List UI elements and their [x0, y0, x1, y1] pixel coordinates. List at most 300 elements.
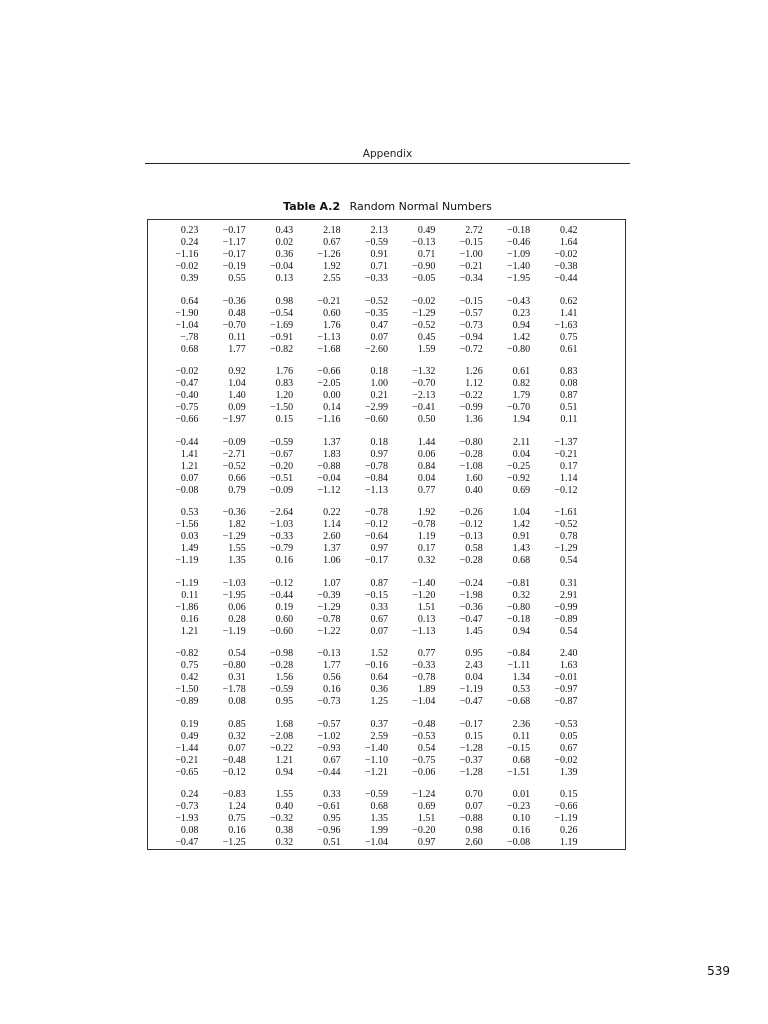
spacer-cell	[483, 708, 530, 719]
spacer-cell	[293, 497, 340, 508]
table-row	[151, 543, 578, 555]
table-cell: −1.13	[364, 484, 388, 496]
table-cell: 0.55	[228, 273, 246, 284]
table-cell: −0.87	[554, 696, 578, 707]
table-cell: −0.17	[364, 555, 388, 566]
table-cell: 2.55	[323, 273, 341, 284]
table-cell: −0.18	[506, 613, 531, 625]
table-cell: −0.12	[364, 519, 388, 530]
table-cell: 0.07	[228, 742, 246, 754]
table-cell: −0.99	[554, 601, 578, 613]
table-cell: −0.80	[506, 343, 531, 355]
table-cell: −0.67	[270, 448, 294, 460]
table-cell: 0.33	[370, 601, 388, 613]
table-cell: 1.76	[323, 319, 341, 331]
table-row	[151, 402, 578, 414]
table-cell: 0.17	[560, 460, 578, 472]
table-cell: −0.51	[270, 472, 294, 484]
table-cell: −0.36	[459, 601, 483, 613]
table-cell: −1.19	[459, 684, 483, 695]
table-cell: 1.49	[180, 543, 199, 554]
spacer-cell	[435, 426, 482, 437]
table-cell: −0.44	[554, 273, 578, 284]
table-cell: −1.28	[459, 742, 483, 754]
table-cell: −0.43	[506, 295, 531, 307]
table-cell: −0.21	[459, 261, 483, 272]
table-cell: −0.18	[506, 225, 531, 236]
table-cell: 0.54	[417, 742, 436, 754]
spacer-cell	[246, 779, 293, 790]
table-row	[151, 755, 578, 767]
table-cell: −1.61	[554, 507, 578, 518]
spacer-cell	[483, 426, 530, 437]
spacer-cell	[293, 356, 340, 367]
table-cell: −0.12	[270, 577, 294, 589]
table-cell: −0.53	[554, 718, 578, 730]
table-cell: −1.17	[222, 237, 246, 248]
table-cell: −0.01	[554, 672, 578, 683]
table-cell: 0.48	[228, 307, 246, 319]
table-cell: 0.49	[417, 225, 436, 236]
table-cell: 1.99	[370, 825, 388, 836]
table-cell: −1.20	[412, 589, 436, 601]
table-row	[151, 344, 578, 356]
table-cell: −0.75	[175, 402, 199, 413]
table-cell: 1.21	[180, 625, 199, 637]
table-row	[151, 332, 578, 344]
table-cell: 1.83	[323, 448, 341, 460]
table-cell: 0.11	[560, 414, 578, 425]
table-cell: 0.61	[512, 366, 531, 377]
table-cell: −0.39	[317, 589, 341, 601]
table-cell: −0.13	[412, 237, 436, 248]
table-cell: −0.12	[459, 519, 483, 530]
table-cell: −0.70	[222, 319, 246, 331]
table-cell: −0.66	[317, 366, 341, 377]
block-spacer	[151, 638, 578, 649]
table-cell: −0.64	[364, 531, 388, 542]
table-cell: 1.63	[560, 660, 578, 671]
table-cell: 1.79	[512, 390, 531, 401]
table-row	[151, 378, 578, 390]
table-cell: 0.53	[180, 507, 199, 518]
table-cell: −0.40	[175, 390, 199, 401]
table-cell: −0.52	[412, 319, 436, 331]
table-cell: 1.25	[370, 696, 388, 707]
table-row	[151, 801, 578, 813]
table-cell: −1.40	[506, 261, 531, 272]
spacer-cell	[388, 497, 435, 508]
spacer-cell	[151, 356, 198, 367]
table-row	[151, 813, 578, 825]
table-cell: −1.24	[412, 789, 436, 800]
table-cell: −0.13	[317, 648, 341, 659]
table-cell: 0.15	[465, 730, 483, 742]
table-cell: −0.78	[412, 519, 436, 530]
table-cell: −0.33	[412, 660, 436, 671]
table-cell: −0.60	[364, 414, 388, 425]
table-cell: 1.59	[417, 343, 436, 355]
spacer-cell	[341, 356, 388, 367]
table-cell: 1.37	[323, 543, 341, 554]
spacer-cell	[435, 285, 482, 296]
table-cell: −1.28	[459, 766, 483, 778]
table-cell: 1.35	[228, 555, 246, 566]
table-cell: 1.39	[560, 766, 578, 778]
table-row	[151, 743, 578, 755]
table-row	[151, 626, 578, 638]
table-cell: −0.81	[506, 577, 531, 589]
table-cell: −0.47	[175, 837, 199, 848]
table-cell: 0.23	[512, 307, 531, 319]
block-spacer	[151, 708, 578, 719]
table-cell: 1.60	[465, 472, 483, 484]
table-cell: 1.41	[180, 448, 199, 460]
table-row	[151, 308, 578, 320]
table-cell: 0.22	[323, 507, 341, 518]
table-cell: 0.19	[180, 718, 199, 730]
table-cell: 0.51	[323, 837, 341, 848]
table-cell: −1.50	[175, 684, 199, 695]
spacer-cell	[435, 779, 482, 790]
table-cell: −0.59	[270, 436, 294, 448]
table-cell: −1.51	[506, 766, 531, 778]
table-cell: 0.70	[465, 789, 483, 800]
table-cell: −1.97	[222, 414, 246, 425]
spacer-cell	[341, 638, 388, 649]
table-cell: 0.98	[465, 825, 483, 836]
table-row	[151, 789, 578, 801]
spacer-cell	[246, 708, 293, 719]
table-cell: −1.29	[554, 543, 578, 554]
table-cell: −1.19	[554, 813, 578, 824]
table-cell: 0.75	[180, 660, 199, 671]
table-cell: 0.07	[465, 801, 483, 812]
table-cell: 1.04	[512, 507, 531, 518]
table-cell: 0.50	[417, 414, 436, 425]
spacer-cell	[530, 497, 577, 508]
table-cell: 1.42	[512, 519, 531, 530]
table-cell: −0.37	[459, 754, 483, 766]
table-cell: 0.64	[370, 672, 388, 683]
spacer-cell	[388, 356, 435, 367]
spacer-cell	[198, 426, 245, 437]
table-cell: −0.89	[175, 696, 199, 707]
table-cell: −0.13	[459, 531, 483, 542]
table-cell: −0.09	[270, 484, 294, 496]
table-cell: 0.18	[370, 436, 388, 448]
table-cell: −2.60	[364, 343, 388, 355]
spacer-cell	[483, 497, 530, 508]
table-cell: −0.99	[459, 402, 483, 413]
header-rule	[145, 163, 630, 164]
table-cell: 0.00	[323, 390, 341, 401]
table-cell: 1.51	[417, 601, 436, 613]
table-cell: 1.14	[560, 472, 578, 484]
table-cell: 0.94	[512, 319, 531, 331]
table-cell: −0.38	[554, 261, 578, 272]
table-cell: 1.21	[180, 460, 199, 472]
table-cell: −1.63	[554, 319, 578, 331]
table-row	[151, 485, 578, 497]
table-cell: 0.54	[228, 648, 246, 659]
table-cell: 1.43	[512, 543, 531, 554]
table-cell: 2.13	[370, 225, 388, 236]
table-cell: 0.11	[181, 589, 199, 601]
table-cell: 0.13	[275, 273, 294, 284]
table-cell: 0.17	[417, 543, 436, 554]
table-cell: −0.35	[364, 307, 388, 319]
table-cell: 0.67	[323, 237, 341, 248]
table-row	[151, 731, 578, 743]
table-cell: 0.40	[275, 801, 294, 812]
table-cell: 0.51	[560, 402, 578, 413]
table-cell: −0.82	[175, 648, 199, 659]
table-cell: −.78	[180, 331, 199, 343]
table-cell: 0.60	[275, 613, 294, 625]
running-head: Appendix	[362, 148, 413, 160]
table-cell: 2.59	[370, 730, 388, 742]
table-cell: 0.69	[417, 801, 436, 812]
table-cell: 0.98	[275, 295, 294, 307]
table-cell: −0.89	[554, 613, 578, 625]
table-cell: 0.91	[512, 531, 531, 542]
table-cell: 0.67	[560, 742, 578, 754]
table-cell: −0.33	[270, 531, 294, 542]
table-cell: −1.19	[175, 577, 199, 589]
table-row	[151, 767, 578, 779]
table-caption	[145, 200, 630, 213]
block-spacer	[151, 426, 578, 437]
table-cell: 2.11	[512, 436, 531, 448]
table-cell: 2.60	[465, 837, 483, 848]
table-cell: −0.12	[554, 484, 578, 496]
spacer-cell	[293, 567, 340, 578]
spacer-cell	[388, 779, 435, 790]
spacer-cell	[530, 708, 577, 719]
table-row	[151, 719, 578, 731]
spacer-cell	[151, 285, 198, 296]
table-cell: −2.13	[412, 390, 436, 401]
table-cell: −1.86	[175, 601, 199, 613]
table-cell: 0.15	[560, 789, 578, 800]
table-row	[151, 531, 578, 543]
table-cell: −1.13	[412, 625, 436, 637]
table-cell: 1.52	[370, 648, 388, 659]
table-cell: −0.83	[222, 789, 246, 800]
table-cell: 1.20	[275, 390, 294, 401]
table-cell: −0.78	[412, 672, 436, 683]
table-cell: −1.90	[175, 307, 199, 319]
table-cell: 1.44	[417, 436, 436, 448]
table-cell: −1.03	[270, 519, 294, 530]
table-cell: −0.53	[412, 730, 436, 742]
table-cell: 0.97	[417, 837, 436, 848]
spacer-cell	[341, 497, 388, 508]
table-row	[151, 507, 578, 519]
table-cell: 0.62	[560, 295, 578, 307]
spacer-cell	[341, 708, 388, 719]
table-cell: −0.34	[459, 273, 483, 284]
table-cell: −0.88	[459, 813, 483, 824]
table-cell: −0.02	[412, 295, 436, 307]
table-cell: −1.19	[175, 555, 199, 566]
table-cell: 0.49	[180, 730, 199, 742]
table-cell: 0.87	[560, 390, 578, 401]
block-spacer	[151, 779, 578, 790]
table-cell: −1.26	[317, 249, 341, 260]
table-cell: −0.09	[222, 436, 246, 448]
table-cell: 2.72	[465, 225, 483, 236]
table-cell: −2.05	[317, 378, 341, 389]
table-cell: −0.80	[459, 436, 483, 448]
table-cell: 0.75	[560, 331, 578, 343]
table-cell: −0.57	[317, 718, 341, 730]
table-cell: 0.05	[560, 730, 578, 742]
table-cell: 0.18	[370, 366, 388, 377]
table-cell: 0.78	[560, 531, 578, 542]
table-cell: −1.21	[364, 766, 388, 778]
table-cell: 1.14	[323, 519, 341, 530]
table-cell: 1.00	[370, 378, 388, 389]
spacer-cell	[151, 497, 198, 508]
table-cell: 0.42	[180, 672, 199, 683]
table-cell: −0.26	[459, 507, 483, 518]
spacer-cell	[388, 708, 435, 719]
table-cell: −0.97	[554, 684, 578, 695]
table-cell: −0.61	[317, 801, 341, 812]
table-row	[151, 390, 578, 402]
spacer-cell	[341, 567, 388, 578]
table-cell: −0.57	[459, 307, 483, 319]
table-cell: −1.16	[317, 414, 341, 425]
table-cell: −0.60	[270, 625, 294, 637]
table-cell: 0.36	[275, 249, 294, 260]
block-spacer	[151, 356, 578, 367]
spacer-cell	[246, 567, 293, 578]
table-cell: −0.41	[412, 402, 436, 413]
spacer-cell	[293, 779, 340, 790]
table-cell: 1.82	[228, 519, 246, 530]
spacer-cell	[246, 426, 293, 437]
table-cell: 0.07	[370, 331, 388, 343]
table-cell: −1.95	[506, 273, 531, 284]
table-cell: 1.12	[465, 378, 483, 389]
table-cell: 1.21	[275, 754, 294, 766]
table-cell: −0.93	[317, 742, 341, 754]
table-row	[151, 555, 578, 567]
table-row	[151, 225, 578, 237]
spacer-cell	[341, 779, 388, 790]
table-row	[151, 837, 578, 849]
spacer-cell	[530, 638, 577, 649]
table-cell: −1.40	[364, 742, 388, 754]
table-cell: 0.61	[560, 343, 578, 355]
table-cell: 0.75	[228, 813, 246, 824]
table-cell: −1.44	[175, 742, 199, 754]
table-row	[151, 449, 578, 461]
table-cell: −1.10	[364, 754, 388, 766]
spacer-cell	[530, 426, 577, 437]
table-cell: 1.55	[228, 543, 246, 554]
table-cell: 0.40	[465, 484, 483, 496]
table-cell: −0.36	[222, 295, 246, 307]
table-cell: −2.99	[364, 402, 388, 413]
table-cell: 1.45	[465, 625, 483, 637]
table-cell: −0.73	[317, 696, 341, 707]
table-cell: 0.11	[512, 730, 531, 742]
table-cell: 2.36	[512, 718, 531, 730]
spacer-cell	[198, 285, 245, 296]
table-cell: −1.04	[175, 319, 199, 331]
spacer-cell	[293, 426, 340, 437]
table-cell: −0.47	[459, 696, 483, 707]
table-cell: −0.15	[506, 742, 531, 754]
table-cell: 0.16	[323, 684, 341, 695]
table-cell: 0.71	[370, 261, 388, 272]
table-cell: 0.94	[512, 625, 531, 637]
table-cell: −0.44	[175, 436, 199, 448]
table-cell: −0.17	[222, 225, 246, 236]
table-cell: 0.53	[512, 684, 531, 695]
spacer-cell	[246, 285, 293, 296]
table-cell: −0.80	[506, 601, 531, 613]
table-cell: 0.68	[180, 343, 199, 355]
table-cell: 0.32	[275, 837, 294, 848]
table-cell: 0.32	[512, 589, 531, 601]
table-cell: −0.08	[506, 837, 531, 848]
spacer-cell	[483, 567, 530, 578]
spacer-cell	[435, 356, 482, 367]
table-cell: 0.24	[180, 237, 199, 248]
table-cell: −0.22	[270, 742, 294, 754]
table-cell: −1.50	[270, 402, 294, 413]
table-cell: 2.91	[560, 589, 578, 601]
table-cell: −0.48	[222, 754, 246, 766]
table-cell: 0.02	[275, 237, 294, 248]
table-cell: 0.38	[275, 825, 294, 836]
table-cell: −0.04	[270, 261, 294, 272]
table-cell: −0.91	[270, 331, 294, 343]
table-cell: −0.22	[459, 390, 483, 401]
table-cell: −0.32	[270, 813, 294, 824]
table-cell: −2.08	[270, 730, 294, 742]
table-caption-label: Table A.2	[283, 200, 341, 213]
table-cell: 1.56	[275, 672, 294, 683]
spacer-cell	[435, 497, 482, 508]
spacer-cell	[198, 779, 245, 790]
table-cell: −0.17	[222, 249, 246, 260]
table-cell: 0.14	[323, 402, 341, 413]
spacer-cell	[198, 708, 245, 719]
table-cell: 1.36	[465, 414, 483, 425]
table-cell: −0.65	[175, 766, 199, 778]
table-cell: 0.94	[275, 766, 294, 778]
table-cell: −0.15	[364, 589, 388, 601]
table-cell: 1.94	[512, 414, 531, 425]
spacer-cell	[483, 356, 530, 367]
table-cell: −1.12	[317, 484, 341, 496]
table-cell: 1.34	[512, 672, 531, 683]
table-cell: 1.41	[560, 307, 578, 319]
table-cell: 0.07	[370, 625, 388, 637]
spacer-cell	[388, 426, 435, 437]
spacer-cell	[530, 285, 577, 296]
spacer-cell	[198, 356, 245, 367]
table-cell: −0.73	[459, 319, 483, 331]
table-cell: 1.40	[228, 390, 246, 401]
table-cell: −0.08	[175, 484, 199, 496]
